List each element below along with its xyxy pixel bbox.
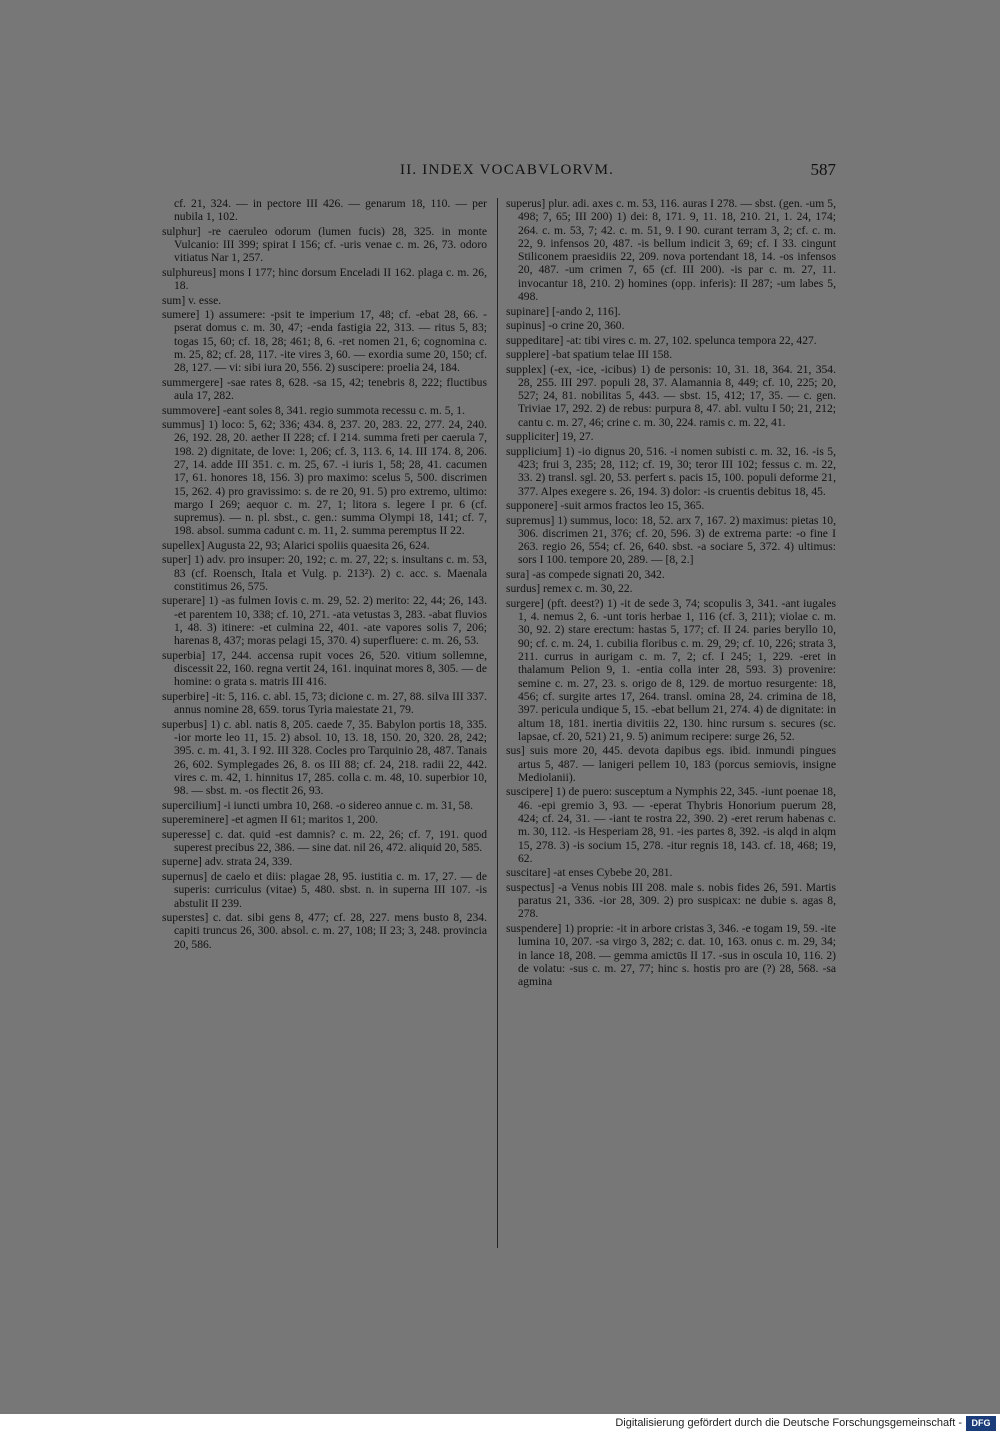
index-entry: suscipere] 1) de puero: susceptum a Nymphis 22, 345. -iunt poenae 18, 46. -epi gremio 3, 93. — -eperat Thybris Honorium puerum 28, 424; cf. 24, 31. — -iant te rostra 22, 390. 2) -eret rerum habenas c. m. 30, 112. -is Hesperiam 28, 91. -ies partes 8, 392. -is alqd in alqm 15, 278. 3) -is socium 15, 278. -itur regnis 18, 143. cf. 18, 468; 19, 62. xyxy=(506,785,836,865)
page-number: 587 xyxy=(810,160,836,179)
index-entry: superbus] 1) c. abl. natis 8, 205. caede 7, 35. Babylon portis 18, 335. -ior morte leo 11, 15. 2) absol. 10, 13. 18, 150. 20, 320. 28, 242; 395. c. m. 41, 3. I 92. III 328. Cocles pro Tarquinio 28, 487. Tanais 26, 602. Symplegades 26, 8. os III 88; cf. 24, 218. radii 22, 442. vires c. m. 42, 1. hinnitus 17, 285. colla c. m. 48, 10. superbior 10, 98. — sbst. m. -os flectit 26, 93. xyxy=(162,717,487,798)
index-entry: sura] -as compede signati 20, 342. xyxy=(506,567,665,581)
index-entry: suppeditare] -at: tibi vires c. m. 27, 102. spelunca tempora 22, 427. xyxy=(506,333,817,347)
index-entry: supereminere] -et agmen II 61; maritos 1, 200. xyxy=(162,813,379,827)
index-entry: suspectus] -a Venus nobis III 208. male s. nobis fides 26, 591. Martis paratus 21, 336. -ior 28, 309. 2) pro suspicax: ne dubie s. agas 8, 278. xyxy=(506,880,836,921)
index-entry: supernus] de caelo et diis: plagae 28, 95. iustitia c. m. 17, 27. — de superis: curriculus (vitae) 5, 480. sbst. n. in superna III 107. -is abstulit II 239. xyxy=(162,869,487,910)
index-entry: supercilium] -i iuncti umbra 10, 268. -o sidereo annue c. m. 31, 58. xyxy=(162,798,474,812)
index-entry: superbia] 17, 244. accensa rupit voces 26, 520. vitium sollemne, discessit 22, 160. regna vertit 24, 161. inquinat mores 8, 305. — de homine: o grata s. matris III 416. xyxy=(162,648,487,689)
footer-bar xyxy=(0,1414,1000,1434)
index-entry: supremus] 1) summus, loco: 18, 52. arx 7, 167. 2) maximus: pietas 10, 306. discrimen 21, 376; cf. 20, 596. 3) de extrema parte: -o fine I 263. regio 26, 554; cf. 26, 640. sbst. -a sociare 5, 372. 4) ultimus: sors I 100. tempore 20, 289. — [8, 2.] xyxy=(506,513,836,567)
running-title: II. INDEX VOCABVLORVM. xyxy=(400,162,615,178)
index-entry: superesse] c. dat. quid -est damnis? c. m. 22, 26; cf. 7, 191. quod superest precibus 22, 386. — sine dat. nil 26, 472. aliquid 20, 585. xyxy=(162,827,487,854)
index-entry: summus] 1) loco: 5, 62; 336; 434. 8, 237. 20, 283. 22, 277. 24, 240. 26, 192. 28, 20. aether II 228; cf. I 214. summa freti per caerula 7, 198. 2) dignitate, de love: 1, 206; cf. 3, 113. 6, 14. III 174. 8, 206. 27, 14. adde III 351. c. m. 25, 67. -i iuris 1, 58; 28, 41. cacumen 17, 61. honores 18, 156. 3) pro maximo: scelus 5, 500. discrimen 15, 262. 4) pro gravissimo: s. de re 20, 91. 5) pro extremo, ultimo: margo I 269; aequor c. m. 27, 1; litora s. legere I pr. 6 (cf. supremus). — n. pl. sbst., c. gen.: summa Olympi 18, 141; cf. 7, 198. absol. summa cadunt c. m. 11, 2. summa peremptus II 22. xyxy=(162,418,487,538)
index-entry: supplex] (-ex, -ice, -icibus) 1) de personis: 10, 31. 18, 364. 21, 354. 28, 255. III 297. populi 28, 37. Alamannia 8, 449; cf. 10, 225; 20, 527; 24, 81. nobilitas 5, 443. — sbst. 15, 412; 17, 35. — c. gen. Triviae 17, 292. 2) de rebus: purpura 8, 47. abl. vultu I 50; 21, 212; cantu c. m. 27, 46; crine c. m. 30, 224. ramis c. m. 22, 41. xyxy=(506,362,836,429)
index-entry: supponere] -suit armos fractos leo 15, 365. xyxy=(506,499,705,513)
index-entry: supplicium] 1) -io dignus 20, 516. -i nomen subisti c. m. 32, 16. -is 5, 423; frui 3, 235; 28, 112; cf. 19, 30; teror III 102; fessus c. m. 22, 33. 2) transl. sgl. 20, 53. perfert s. pacis 15, 100. populi deforme 21, 377. Alpes exegere s. 26, 194. 3) dolor: -is cruentis debitus 18, 45. xyxy=(506,444,836,498)
dfg-logo: DFG xyxy=(966,1416,996,1431)
index-entry: sulphureus] mons I 177; hinc dorsum Enceladi II 162. plaga c. m. 26, 18. xyxy=(162,265,487,293)
index-entry: sumere] 1) assumere: -psit te imperium 17, 48; cf. -ebat 28, 66. -pserat domus c. m. 30, 47; -enda fastigia 22, 313. — ritus 5, 83; togas 15, 60; cf. 18, 28; 461; 8, 6. -ret nomen 21, 6; cognomina c. m. 25, 82; cf. 28, 117. -ite vires 3, 60. — exordia sume 20, 150; cf. 28, 127. — vi: sibi iura 20, 556. 2) suscipere: proelia 24, 184. xyxy=(162,308,487,375)
index-entry: summovere] -eant soles 8, 341. regio summota recessu c. m. 5, 1. xyxy=(162,403,465,417)
index-entry: superare] 1) -as fulmen Iovis c. m. 29, 52. 2) merito: 22, 44; 26, 143. -et parentem 10, 338; cf. 10, 271. -ata vetustas 3, 283. -abat fluvios 1, 48. 3) itinere: -et culmina 22, 401. -ate vapores solis 7, 206; harenas 8, 437; moras pelagi 15, 370. 4) superfluere: c. m. 26, 53. xyxy=(162,594,487,648)
index-entry: superstes] c. dat. sibi gens 8, 477; cf. 28, 227. mens busto 8, 234. capiti truncus 26, 300. absol. c. m. 27, 108; II 23; 3, 248. provincia 20, 586. xyxy=(162,911,487,951)
index-entry: superus] plur. adi. axes c. m. 53, 116. auras I 278. — sbst. (gen. -um 5, 498; 7, 65; III 200) 1) dei: 8, 171. 9, 11. 18, 210. 21, 1. 24, 174; 264. c. m. 53, 7; 42. c. m. 51, 9. I 90. curant terram 3, 2; cf. c. m. 22, 9. infensos 20, 487. -is bellum indicit 3, 69; cf. I 33. cingunt Stiliconem praesidiis 22, 209. nova portendant 18, 14. -os infensos 20, 487. -um crimen 7, 65 (cf. III 200). -is par c. m. 27, 11. invocantur 18, 210. 2) homines (opp. inferis): II 287; -um labes 5, 498. xyxy=(506,197,836,304)
index-entry: sum] v. esse. xyxy=(162,293,222,307)
index-entry: super] 1) adv. pro insuper: 20, 192; c. m. 27, 22; s. insultans c. m. 53, 83 (cf. Roensch, Itala et Vulg. p. 213²). 2) c. acc. s. Maenala constitimus 26, 575. xyxy=(162,553,487,593)
index-entry: cf. 21, 324. — in pectore III 426. — genarum 18, 110. — per nubila 1, 102. xyxy=(174,197,487,224)
left-column xyxy=(162,197,487,952)
index-entry: surdus] remex c. m. 30, 22. xyxy=(506,582,633,596)
index-entry: suscitare] -at enses Cybebe 20, 281. xyxy=(506,866,673,880)
page-header xyxy=(160,160,836,184)
index-entry: sus] suis more 20, 445. devota dapibus egs. ibid. inmundi pingues artus 5, 487. — lanigeri pellem 10, 183 (porcus semiovis, insigne Mediolanii). xyxy=(506,744,836,784)
index-entry: sulphur] -re caeruleo odorum (lumen fucis) 28, 325. in monte Vulcanio: III 399; spirat I 156; cf. -uris venae c. m. 26, 73. odoro vitiatus Nar 1, 257. xyxy=(162,224,487,265)
index-entry: superne] adv. strata 24, 339. xyxy=(162,855,293,869)
index-entry: superbire] -it: 5, 116. c. abl. 15, 73; dicione c. m. 27, 88. silva III 337. annus nomine 28, 659. torus Tyria maiestate 21, 79. xyxy=(162,689,487,717)
right-column xyxy=(506,197,836,990)
index-entry: supinus] -o crine 20, 360. xyxy=(506,319,625,333)
column-divider xyxy=(497,198,498,1248)
index-entry: suspendere] 1) proprie: -it in arbore cristas 3, 346. -e togam 19, 59. -ite lumina 10, 207. -sa virgo 3, 282; c. dat. 10, 163. onus c. m. 29, 34; in lance 18, 208. — gemma amictūs II 17. -sus in oscula 10, 116. 2) de volatu: -sus c. m. 27, 77; hinc s. hostis pro are (?) 28, 568. -sa agmina xyxy=(506,921,836,989)
index-entry: surgere] (pft. deest?) 1) -it de sede 3, 74; scopulis 3, 341. -ant iugales 1, 4. nemus 2, 6. -unt toris herbae 1, 116 (cf. 3, 211); violae c. m. 30, 92. 2) stare erectum: hastas 5, 177; cf. II 24. paries beryllo 10, 90; cf. c. m. 24, 1. cubilia floribus c. m. 29, 29; cf. 10, 226; strata 3, 211. currus in aurigam c. m. 7, 2; cf. I 245; 1, 229. -eret in thalamum Pelion 9, 1. -entia colla inter 28, 593. 3) provenire: semine c. m. 27, 23. s. origo de 8, 129. de mortuo resurgente: 18, 456; cf. surgite artes 17, 264. transl. omina 28, 24. crimina de 18, 397. pericula undique 5, 15. -ebat bellum 21, 274. 4) de dignitate: in altum 18, 181. inertia divitiis 22, 130. hinc rursum s. secures (sc. lapsae, cf. 20, 521) 21, 9. 5) animum recipere: surge 26, 52. xyxy=(506,596,836,743)
index-entry: supellex] Augusta 22, 93; Alarici spoliis quaesita 26, 624. xyxy=(162,538,430,552)
index-entry: supplere] -bat spatium telae III 158. xyxy=(506,348,673,362)
index-entry: supinare] [-ando 2, 116]. xyxy=(506,304,621,318)
funding-notice: Digitalisierung gefördert durch die Deutsche Forschungsgemeinschaft - xyxy=(615,1417,962,1429)
index-entry: summergere] -sae rates 8, 628. -sa 15, 42; tenebris 8, 222; fluctibus aula 17, 282. xyxy=(162,375,487,403)
index-entry: suppliciter] 19, 27. xyxy=(506,430,594,444)
